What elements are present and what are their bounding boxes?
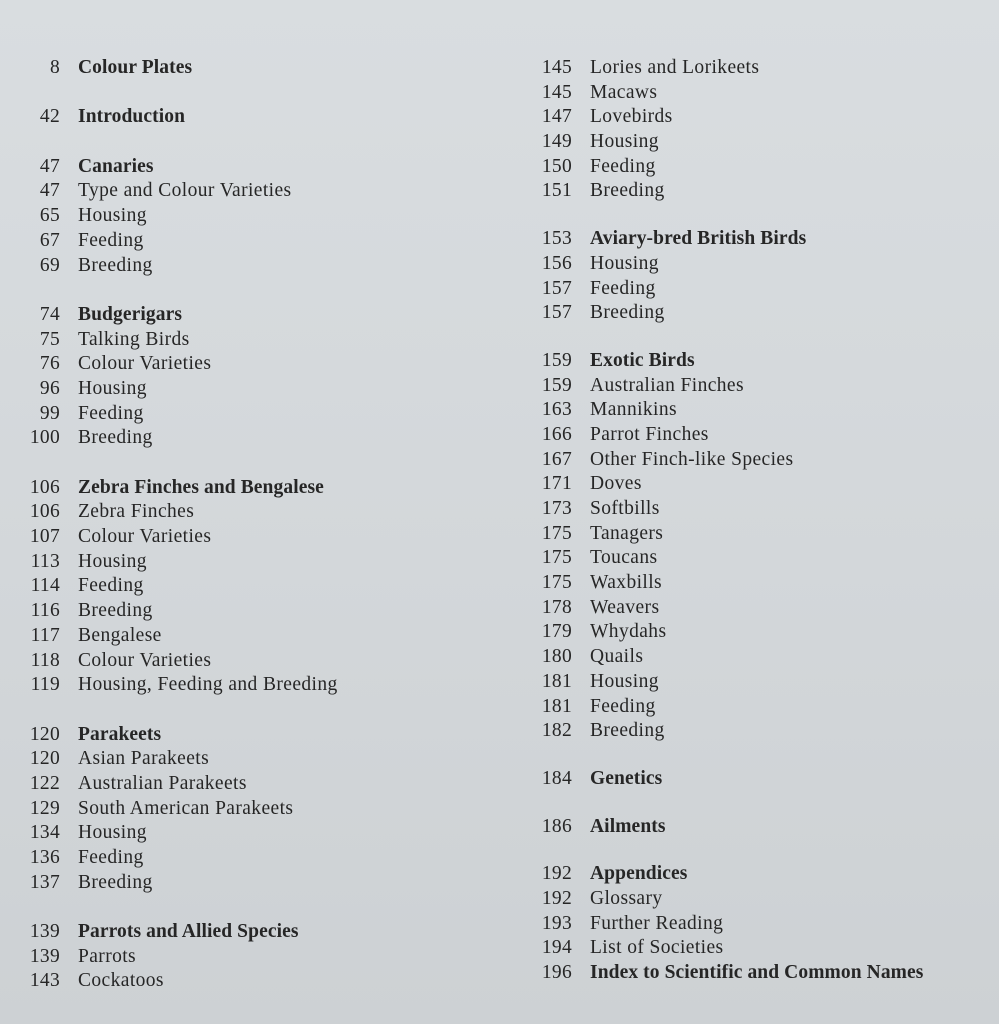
entry-title: Breeding [590, 720, 665, 742]
toc-entry [20, 649, 490, 674]
entry-title: Housing [78, 377, 147, 399]
toc-heading-entry [20, 56, 490, 81]
toc-entry [20, 747, 490, 772]
page-number: 181 [541, 695, 572, 717]
entry-title: Housing [590, 131, 659, 153]
page-number: 180 [541, 646, 572, 668]
toc-section [528, 56, 988, 204]
entry-title: Breeding [78, 254, 153, 276]
page-number: 175 [541, 547, 572, 569]
page-number: 173 [541, 498, 572, 519]
page-number: 42 [39, 106, 60, 128]
page-number: 120 [29, 723, 60, 745]
toc-entry [20, 402, 490, 427]
toc-entry [20, 624, 490, 649]
page-number: 145 [541, 81, 572, 103]
entry-title: Lovebirds [590, 106, 673, 128]
entry-title: Appendices [590, 863, 688, 885]
toc-section [20, 920, 490, 994]
page-number: 163 [541, 399, 572, 421]
toc-entry [528, 374, 988, 399]
page-number: 107 [29, 526, 60, 548]
entry-title: Ailments [590, 815, 666, 837]
toc-section [528, 349, 988, 744]
toc-entry [528, 571, 988, 596]
toc-heading-entry [20, 723, 490, 748]
page-number: 167 [541, 448, 572, 470]
toc-left-column [20, 56, 490, 994]
entry-title: Australian Parakeets [78, 772, 247, 794]
toc-entry [528, 252, 988, 277]
page-number: 150 [541, 155, 572, 177]
toc-entry [20, 772, 490, 797]
entry-title: Cockatoos [78, 970, 164, 992]
toc-entry [20, 969, 490, 994]
toc-entry [528, 56, 988, 81]
page-number: 119 [30, 674, 60, 696]
page-number: 99 [39, 402, 60, 424]
toc-heading-entry [528, 349, 988, 374]
entry-title: Introduction [78, 106, 186, 128]
page-number: 171 [541, 473, 572, 495]
toc-entry [528, 472, 988, 497]
page-number: 113 [30, 550, 60, 572]
entry-title: Breeding [78, 871, 153, 893]
entry-title: Zebra Finches [78, 501, 195, 523]
entry-title: Canaries [78, 155, 154, 177]
entry-title: Mannikins [590, 399, 678, 421]
entry-title: Further Reading [590, 912, 724, 934]
toc-entry [20, 673, 490, 698]
toc-entry [528, 719, 988, 744]
entry-title: Glossary [590, 887, 663, 909]
entry-title: Breeding [590, 180, 665, 202]
page-number: 149 [541, 131, 572, 153]
page-number: 192 [541, 887, 572, 909]
page-number: 67 [39, 229, 60, 251]
entry-title: Australian Finches [590, 374, 744, 396]
page-number: 8 [49, 57, 60, 78]
toc-heading-entry [20, 920, 490, 945]
page-number: 157 [541, 277, 572, 299]
entry-title: Index to Scientific and Common Names [590, 962, 924, 983]
page-number: 175 [541, 572, 572, 594]
toc-entry [528, 645, 988, 670]
page-number: 74 [39, 303, 60, 325]
toc-heading-entry [528, 961, 988, 986]
toc-section [20, 155, 490, 278]
page-number: 184 [541, 767, 572, 789]
entry-title: Asian Parakeets [78, 748, 210, 770]
toc-entry [528, 423, 988, 448]
entry-title: Feeding [78, 575, 144, 597]
toc-entry [20, 179, 490, 204]
page-number: 139 [29, 945, 60, 967]
entry-title: Weavers [590, 596, 660, 618]
toc-entry [528, 695, 988, 720]
entry-title: Aviary-bred British Birds [590, 228, 807, 250]
entry-title: Feeding [78, 847, 144, 868]
entry-title: Macaws [590, 81, 658, 103]
toc-entry [528, 620, 988, 645]
entry-title: Feeding [590, 277, 656, 299]
toc-heading-entry [20, 303, 490, 328]
page-number: 143 [29, 970, 60, 992]
toc-entry [20, 821, 490, 846]
toc-entry [20, 574, 490, 599]
page-number: 139 [29, 921, 60, 943]
page-number: 193 [541, 912, 572, 934]
entry-title: Colour Plates [78, 57, 193, 78]
toc-right-column [528, 56, 988, 986]
toc-section [528, 815, 988, 840]
entry-title: Feeding [590, 695, 656, 717]
entry-title: Housing [590, 670, 659, 692]
toc-entry [20, 500, 490, 525]
toc-entry [20, 525, 490, 550]
toc-entry [20, 945, 490, 970]
entry-title: Parakeets [78, 723, 162, 745]
entry-title: Lories and Lorikeets [590, 57, 760, 78]
entry-title: Breeding [78, 427, 153, 449]
entry-title: Exotic Birds [590, 349, 695, 371]
page-number: 75 [39, 328, 60, 350]
entry-title: Type and Colour Varieties [78, 180, 292, 202]
toc-entry [20, 352, 490, 377]
page-number: 69 [39, 254, 60, 276]
page-number: 157 [541, 302, 572, 324]
toc-entry [20, 797, 490, 822]
page-number: 120 [29, 748, 60, 770]
toc-entry [528, 105, 988, 130]
entry-title: Housing [78, 205, 147, 227]
page-number: 181 [541, 670, 572, 692]
page-number: 156 [541, 252, 572, 274]
page-number: 106 [29, 501, 60, 523]
page-number: 137 [29, 871, 60, 893]
toc-entry [528, 522, 988, 547]
page-number: 117 [30, 624, 60, 646]
toc-entry [20, 377, 490, 402]
toc-entry [528, 448, 988, 473]
entry-title: List of Societies [590, 937, 724, 959]
toc-section [20, 105, 490, 130]
toc-entry [528, 912, 988, 937]
page-number: 179 [541, 621, 572, 643]
toc-entry [20, 204, 490, 229]
page-number: 122 [29, 772, 60, 794]
entry-title: Toucans [590, 547, 658, 569]
toc-heading-entry [528, 767, 988, 792]
toc-heading-entry [528, 815, 988, 840]
entry-title: Parrots [78, 945, 137, 967]
toc-section [20, 303, 490, 451]
page-number: 196 [541, 962, 572, 983]
page-number: 194 [541, 937, 572, 959]
page-number: 153 [541, 228, 572, 250]
toc-section [528, 227, 988, 326]
toc-entry [528, 277, 988, 302]
page-number: 96 [39, 377, 60, 399]
entry-title: Budgerigars [78, 303, 183, 325]
toc-entry [20, 550, 490, 575]
page-number: 182 [541, 720, 572, 742]
page-number: 186 [541, 815, 572, 837]
entry-title: Quails [590, 646, 644, 668]
entry-title: Softbills [590, 498, 660, 519]
toc-heading-entry [528, 227, 988, 252]
page-number: 100 [29, 427, 60, 449]
toc-entry [528, 546, 988, 571]
toc-entry [528, 301, 988, 326]
entry-title: Zebra Finches and Bengalese [78, 476, 324, 498]
page-number: 134 [29, 822, 60, 844]
page-number: 147 [541, 106, 572, 128]
toc-entry [528, 596, 988, 621]
toc-entry [528, 130, 988, 155]
toc-heading-entry [20, 476, 490, 501]
page-number: 145 [541, 57, 572, 78]
toc-entry [528, 936, 988, 961]
page-number: 175 [541, 522, 572, 544]
toc-entry [20, 599, 490, 624]
page-number: 76 [39, 353, 60, 375]
page-number: 151 [541, 180, 572, 202]
page-number: 166 [541, 423, 572, 445]
entry-title: Housing [78, 822, 147, 844]
entry-title: Whydahs [590, 621, 667, 643]
entry-title: Housing [78, 550, 147, 572]
toc-entry [20, 254, 490, 279]
toc-entry [20, 846, 490, 871]
toc-entry [528, 887, 988, 912]
toc-entry [528, 155, 988, 180]
page-number: 118 [30, 649, 60, 671]
toc-entry [528, 179, 988, 204]
entry-title: Doves [590, 473, 642, 495]
entry-title: Colour Varieties [78, 526, 212, 548]
toc-entry [20, 229, 490, 254]
entry-title: Breeding [78, 600, 153, 622]
entry-title: Waxbills [590, 572, 663, 594]
entry-title: Talking Birds [78, 328, 190, 350]
page-number: 114 [30, 575, 60, 597]
entry-title: Other Finch-like Species [590, 448, 794, 470]
toc-section [20, 476, 490, 698]
entry-title: Genetics [590, 767, 663, 789]
entry-title: Breeding [590, 302, 665, 324]
entry-title: Parrots and Allied Species [78, 921, 299, 943]
toc-section [528, 862, 988, 985]
entry-title: Feeding [78, 229, 144, 251]
page-number: 159 [541, 374, 572, 396]
toc-entry [528, 398, 988, 423]
toc-section [20, 723, 490, 896]
page-number: 159 [541, 349, 572, 371]
page-number: 65 [39, 205, 60, 227]
toc-entry [20, 328, 490, 353]
toc-section [528, 767, 988, 792]
entry-title: Tanagers [590, 522, 664, 544]
toc-entry [20, 426, 490, 451]
toc-heading-entry [20, 105, 490, 130]
entry-title: Colour Varieties [78, 649, 212, 671]
page-number: 136 [29, 847, 60, 868]
toc-entry [528, 670, 988, 695]
entry-title: Feeding [78, 402, 144, 424]
entry-title: South American Parakeets [78, 797, 294, 819]
toc-heading-entry [528, 862, 988, 887]
entry-title: Bengalese [78, 624, 162, 646]
entry-title: Parrot Finches [590, 423, 709, 445]
entry-title: Housing [590, 252, 659, 274]
page-number: 106 [29, 476, 60, 498]
page-number: 192 [541, 863, 572, 885]
toc-entry [20, 871, 490, 896]
toc-heading-entry [20, 155, 490, 180]
page-number: 47 [39, 155, 60, 177]
page-number: 129 [29, 797, 60, 819]
page-number: 178 [541, 596, 572, 618]
page-number: 116 [30, 600, 60, 622]
page-number: 47 [39, 180, 60, 202]
entry-title: Colour Varieties [78, 353, 212, 375]
toc-entry [528, 81, 988, 106]
toc-section [20, 56, 490, 81]
entry-title: Feeding [590, 155, 656, 177]
toc-entry [528, 497, 988, 522]
entry-title: Housing, Feeding and Breeding [78, 674, 338, 696]
